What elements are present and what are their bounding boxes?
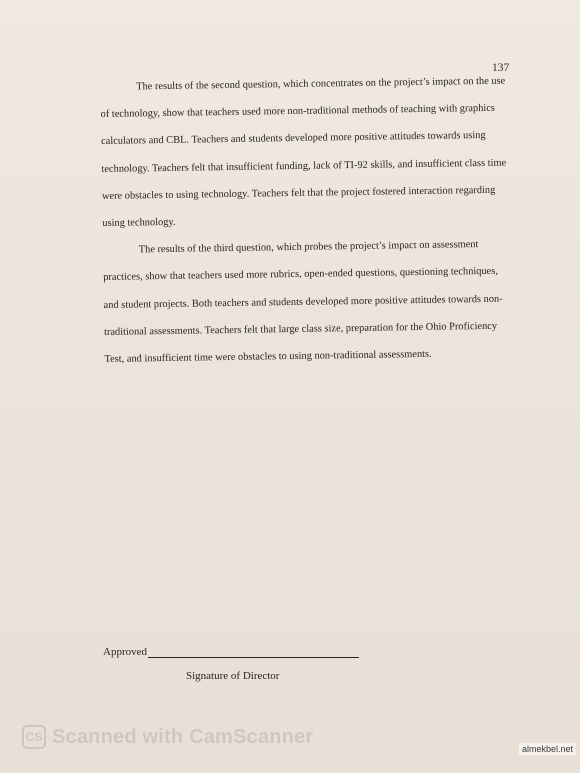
camscanner-logo-icon: CS (22, 725, 46, 749)
page-number: 137 (492, 62, 510, 74)
paragraph-third-question: The results of the third question, which probes the project’s impact on assessment practices, show that teachers used more rubrics, open-ended questions, questioning techniques, and student projects. Both teachers and students developed more positive attitudes towards non-traditional assessments. Teachers felt that large class size, preparation for the Ohio Proficiency Test, and insufficient time were obstacles to using non-traditional assessments. (103, 239, 503, 365)
camscanner-watermark (22, 725, 313, 749)
signature-caption: Signature of Director (186, 670, 280, 682)
approval-line (103, 646, 359, 658)
site-tag: almekbel.net (519, 743, 576, 755)
body-text (100, 68, 515, 374)
signature-rule (148, 647, 359, 658)
approved-label: Approved (103, 646, 147, 658)
watermark-text: Scanned with CamScanner (52, 725, 314, 748)
paragraph-second-question: The results of the second question, which concentrates on the project’s impact on the use of technology, show that teachers used more non-traditional methods of teaching with graphics calculators and CBL. Teachers and students developed more positive attitudes towards using technology. Teachers felt that insufficient funding, lack of TI-92 skills, and insufficient class time were obstacles to using technology. Teachers felt that the project fostered interaction regarding using technology. (100, 75, 507, 229)
